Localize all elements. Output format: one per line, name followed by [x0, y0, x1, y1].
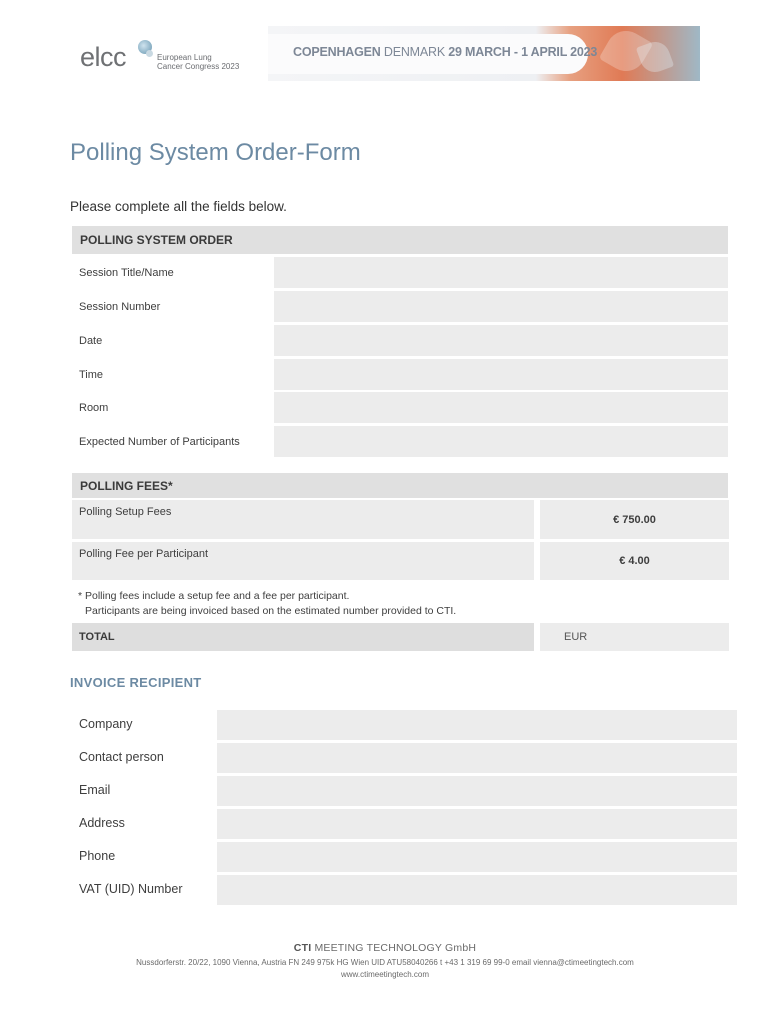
session-title-label: Session Title/Name	[79, 267, 174, 279]
participant-fee-amount: € 4.00	[540, 542, 729, 580]
polling-fees-heading: POLLING FEES*	[72, 473, 728, 498]
setup-fee-label: Polling Setup Fees	[72, 500, 534, 539]
invoice-recipient-heading: INVOICE RECIPIENT	[70, 675, 202, 690]
room-field[interactable]	[274, 392, 728, 423]
time-label: Time	[79, 369, 104, 381]
phone-field[interactable]	[217, 842, 737, 872]
banner-text: COPENHAGEN DENMARK 29 MARCH - 1 APRIL 2023	[293, 45, 598, 59]
intro-text: Please complete all the fields below.	[70, 199, 287, 214]
page-title: Polling System Order-Form	[70, 139, 361, 166]
event-banner	[268, 26, 700, 81]
footer-website-link[interactable]: www.ctimeetingtech.com	[340, 970, 430, 979]
email-label: Email	[79, 783, 111, 797]
phone-label: Phone	[79, 849, 116, 863]
date-field[interactable]	[274, 325, 728, 356]
session-number-field[interactable]	[274, 291, 728, 322]
participant-fee-label: Polling Fee per Participant	[72, 542, 534, 580]
session-title-field[interactable]	[274, 257, 728, 288]
date-label: Date	[79, 335, 103, 347]
participants-label: Expected Number of Participants	[79, 436, 240, 448]
company-label: Company	[79, 717, 133, 731]
address-field[interactable]	[217, 809, 737, 839]
fees-note: * Polling fees include a setup fee and a fee per participant. Participants are being invoiced based on the estimated number provided to CTI.	[78, 590, 457, 617]
company-field[interactable]	[217, 710, 737, 740]
session-number-label: Session Number	[79, 301, 161, 313]
logo-subtitle: European Lung Cancer Congress 2023	[157, 53, 240, 71]
lung-logo-dot-icon	[146, 50, 153, 57]
setup-fee-amount: € 750.00	[540, 500, 729, 539]
email-field[interactable]	[217, 776, 737, 806]
total-field[interactable]: EUR	[540, 623, 729, 651]
footer-address: Nussdorferstr. 20/22, 1090 Vienna, Austria FN 249 975k HG Wien UID ATU58040266 t +43 1 319 69 99-0 email vienna@ctimeetingtech.com	[136, 958, 634, 967]
contact-person-label: Contact person	[79, 750, 164, 764]
polling-order-heading: POLLING SYSTEM ORDER	[72, 226, 728, 254]
participants-field[interactable]	[274, 426, 728, 457]
vat-number-label: VAT (UID) Number	[79, 882, 183, 896]
logo-wordmark: elcc	[80, 42, 127, 72]
footer-company: CTI MEETING TECHNOLOGY GmbH	[293, 942, 477, 954]
contact-person-field[interactable]	[217, 743, 737, 773]
time-field[interactable]	[274, 359, 728, 390]
total-label: TOTAL	[72, 623, 534, 651]
room-label: Room	[79, 402, 109, 414]
vat-number-field[interactable]	[217, 875, 737, 905]
address-label: Address	[79, 816, 125, 830]
